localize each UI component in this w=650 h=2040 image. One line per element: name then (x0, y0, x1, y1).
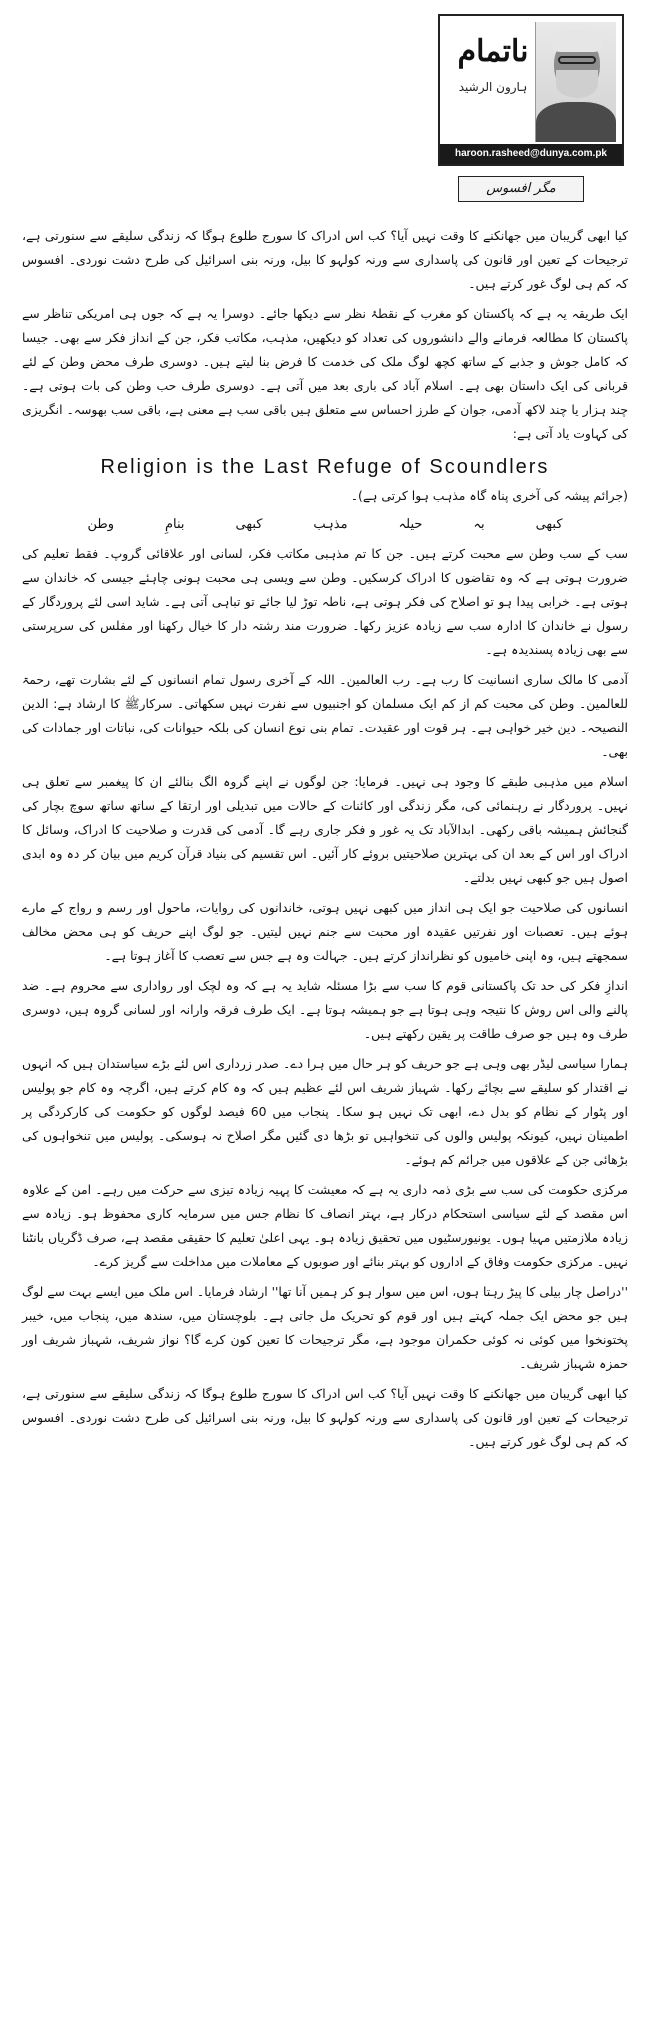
article-paragraph: (جرائم پیشہ کی آخری پناہ گاہ مذہب ہوا کرتی ہے)۔ (350, 488, 628, 503)
column-title: ناتمام (457, 34, 529, 69)
english-quote: Religion is the Last Refuge of Scoundlers (100, 456, 550, 478)
article-paragraph: ایک طریقہ یہ ہے کہ پاکستان کو مغرب کے نقطۂ نظر سے دیکھا جائے۔ دوسرا یہ ہے کہ جوں ہی امریکی تناظر سے پاکستان کا مطالعہ فرمانے والے دانشوروں کی تعداد کو دیکھیں، مذہب، مکاتب فکر، جن کے انداز فکر سے بھی۔ جیسا کہ کامل جوش و جذبے کے ساتھ کچھ لوگ ملک کی خدمت کا فرض بنا لیتے ہیں۔ دوسری طرف محض وطن کے لئے قربانی کی ایک داستان بھی ہے۔ اسلام آباد کی باری بعد میں آتی ہے۔ دوسری طرف حب وطن کی بات ہوتی ہے۔ چند ہزار یا چند لاکھ آدمی، جوان کے طرز احساس سے متعلق ہیں باقی سب ہے معنی ہے، باقی سب بھوسہ۔ انگریزی کی کہاوت یاد آتی ہے: (22, 306, 628, 441)
verse-word: کبھی (535, 517, 563, 532)
article-paragraph: کیا ابھی گریبان میں جھانکنے کا وقت نہیں آیا؟ کب اس ادراک کا سورج طلوع ہوگا کہ زندگی سلیقے سے سنورتی ہے، ترجیحات کے تعین اور قانون کی پاسداری سے ورنہ کولہو کا بیل، ورنہ بنی اسرائیل کی طرح دشت نوردی۔ افسوس کہ کم ہی لوگ غور کرتے ہیں۔ (22, 228, 628, 291)
portrait-glasses (558, 56, 596, 64)
article-paragraph: آدمی کا مالک ساری انسانیت کا رب ہے۔ رب العالمین۔ اللہ کے آخری رسول تمام انسانوں کے لئے بشارت تھے، رحمۃ للعالمین۔ وطن کی محبت کم از کم ایک مسلمان کو اجنبیوں سے نفرت نہیں سکھاتی۔ سرکارﷺ کا ارشاد ہے: الدین النصیحہ۔ دین خیر خواہی ہے۔ ہر قوت اور عقیدت۔ تمام بنی نوع انسان کی بلکہ حیوانات کی، نباتات اور جمادات کی بھی۔ (22, 672, 628, 759)
article-paragraph: کیا ابھی گریبان میں جھانکنے کا وقت نہیں آیا؟ کب اس ادراک کا سورج طلوع ہوگا کہ زندگی سلیقے سے سنورتی ہے، ترجیحات کے تعین اور قانون کی پاسداری سے ورنہ کولہو کا بیل، ورنہ بنی اسرائیل کی طرح دشت نوردی۔ افسوس کہ کم ہی لوگ غور کرتے ہیں۔ (22, 1386, 628, 1449)
verse-word: بنامِ (164, 517, 185, 532)
article-headline: مگر افسوس (458, 176, 584, 202)
portrait-beard (556, 70, 598, 98)
article-paragraph: ''دراصل چار بیلی کا پیڑ رہتا ہوں، اس میں سوار ہو کر ہمیں آنا تھا'' ارشاد فرمایا۔ اس ملک میں ایسے بہت سے لوگ ہیں جو محض ایک جملہ کہتے ہیں اور قوم کو تحریک مل جاتی ہے۔ بلوچستان میں، سندھ میں، پنجاب میں، خیبر پختونخوا میں کوئی نہ کوئی حکمران موجود ہے، مگر ترجیحات کا تعین کون کرے گا؟ نواز شریف، شہباز شریف اور حمزہ شہباز شریف۔ (22, 1284, 628, 1371)
portrait-hair (552, 30, 602, 52)
verse-line (62, 514, 588, 536)
article-paragraph: سب کے سب وطن سے محبت کرتے ہیں۔ جن کا تم مذہبی مکاتب فکر، لسانی اور علاقائی گروپ۔ فقط تعلیم کی ضرورت ہوتی ہے کہ وہ تقاضوں کا ادراک کرسکیں۔ وطن سے ویسی ہی محبت ہونی چاہئے جیسی کہ خاندان سے ہوتی ہے۔ خرابی پیدا ہو تو اصلاح کی فکر ہوتی ہے، ناطہ توڑ لیا جائے تو تباہی آتی ہے۔ شاید اسی لئے پروردگار کے رسول نے خاندان کا ادارہ سب سے زیادہ عزیز رکھا۔ ضرورت مند رشتہ دار کا خیال رکھنا اور مفلس کی سرپرستی سے بھی زیادہ پسندیدہ ہے۔ (22, 546, 628, 657)
author-email[interactable]: haroon.rasheed@dunya.com.pk (440, 144, 622, 164)
portrait-shoulders (536, 102, 616, 142)
article-paragraph: ہمارا سیاسی لیڈر بھی وہی ہے جو حریف کو ہر حال میں ہرا دے۔ صدر زرداری اس لئے بڑے سیاستدان ہیں کہ انہوں نے اقتدار کو سلیقے سے بچائے رکھا۔ شہباز شریف اس لئے عظیم ہیں کہ وہ کام کرتے ہیں، اگرچہ وہ کام جو پولیس اور پٹوار کے نظام کو بدل دے، ابھی تک نہیں ہو سکا۔ پنجاب میں 60 فیصد لوگوں کو حکومت کی کارکردگی پر اطمینان نہیں، کیونکہ پولیس والوں کی تنخواہیں تو بڑھا دی گئیں مگر اصلاح نہ ہوسکی۔ پولیس میں تنخواہوں کی بڑھائی جن کے علاقوں میں جرائم کم ہوئے۔ (22, 1056, 628, 1167)
verse-word: بہ (473, 517, 485, 532)
verse-word: کبھی (235, 517, 263, 532)
author-name: ہارون الرشید (458, 80, 528, 94)
article-paragraph: مرکزی حکومت کی سب سے بڑی ذمہ داری یہ ہے کہ معیشت کا پہیہ زیادہ تیزی سے حرکت میں رہے۔ امن کے علاوہ اس مقصد کے لئے سیاسی استحکام درکار ہے، بہتر انصاف کا نظام جس میں سرمایہ کاری محفوظ ہو۔ زیادہ سے زیادہ ملازمتیں مہیا ہوں۔ یونیورسٹیوں میں تحقیق زیادہ ہو۔ یہی اعلیٰ تعلیم کا حقیقی مقصد ہے، صرف ڈگریاں بانٹنا نہیں۔ مرکزی حکومت وفاق کے اداروں کو بہتر بنائے اور صوبوں کے معاملات میں مداخلت سے گریز کرے۔ (22, 1182, 628, 1269)
verse-word: حیلہ (398, 517, 423, 532)
column-banner (438, 14, 624, 166)
article-body (22, 224, 628, 1460)
verse-word: وطن (87, 517, 115, 532)
verse-word: مذہب (313, 517, 348, 532)
article-paragraph: اندازِ فکر کی حد تک پاکستانی قوم کا سب سے بڑا مسئلہ شاید یہ ہے کہ وہ لچک اور رواداری سے محروم ہے۔ ضد پالنے والی اس روش کا نتیجہ وہی ہوتا ہے جو ہمیشہ ہوتا ہے۔ ایک طرف فرقہ وارانہ اور لسانی گروہ ہیں، دوسری طرف وہ ہیں جو صرف طاقت پر یقین رکھتے ہیں۔ (22, 978, 628, 1041)
author-portrait (535, 22, 616, 142)
article-paragraph: اسلام میں مذہبی طبقے کا وجود ہی نہیں۔ فرمایا: جن لوگوں نے اپنے گروہ الگ بنالئے ان کا پیغمبر سے تعلق ہی نہیں۔ پروردگار نے رہنمائی کی، مگر زندگی اور کائنات کے حالات میں تبدیلی اور ارتقا کے ساتھ ساتھ سوچ بچار کی گنجائش ہمیشہ باقی رکھی۔ ابدالآباد تک یہ غور و فکر جاری رہے گا۔ آدمی کی قدرت و صلاحیت کا ادراک، وسائل کا ادراک اور اس کے بعد ان کی بہترین صلاحیتیں بروئے کار آئیں۔ اس تقسیم کی بنیاد قرآن کریم میں بیان کر دہ وہ ابدی اصول ہیں جو کبھی نہیں بدلتے۔ (22, 774, 628, 885)
article-paragraph: انسانوں کی صلاحیت جو ایک ہی انداز میں کبھی نہیں ہوتی، خاندانوں کی روایات، ماحول اور رسم و رواج کے مارے ہوئے ہیں۔ تعصبات اور نفرتیں عقیدہ اور محبت سے جنم نہیں لیتیں۔ جو لوگ اپنے حریف کو ہی محض مخالف سمجھتے ہیں، وہ اپنی خامیوں کو نظرانداز کرتے ہیں۔ جہالت وہ ہے جس سے تعصب کا آغاز ہوتا ہے۔ (22, 900, 628, 963)
